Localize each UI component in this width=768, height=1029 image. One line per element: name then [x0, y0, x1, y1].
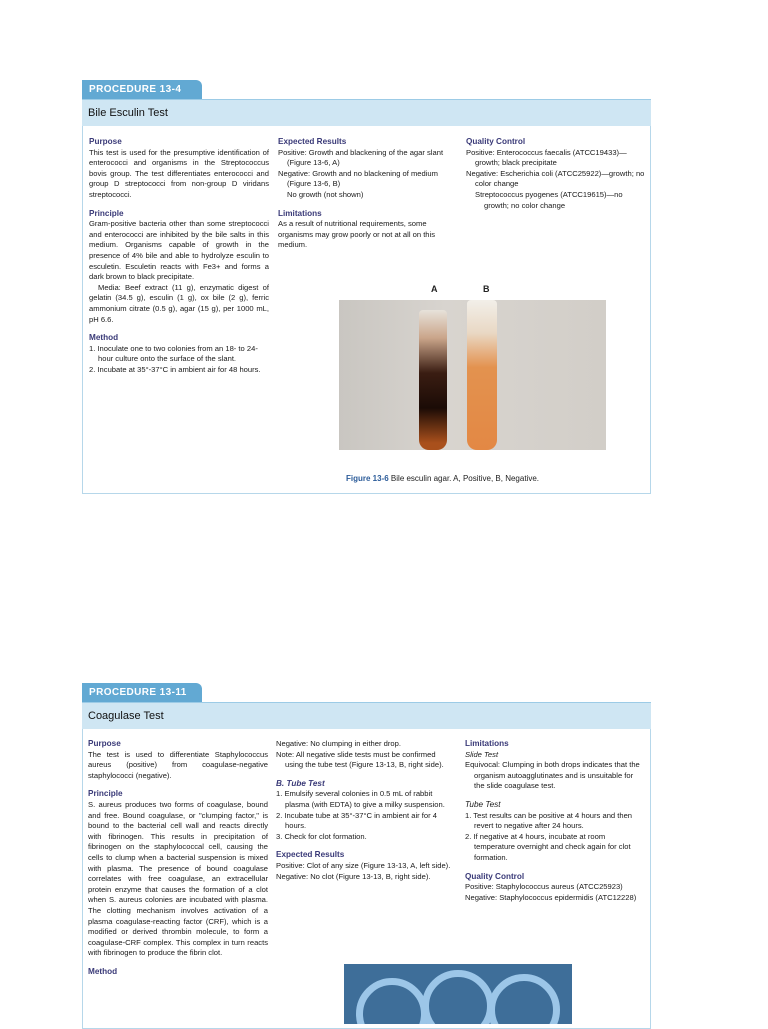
method-heading: Method: [89, 333, 119, 343]
method-step-2: 2. Incubate at 35°-37°C in ambient air for 48 hours.: [89, 364, 261, 374]
column-middle: [278, 137, 456, 251]
qc-negative: Negative: Staphylococcus epidermidis (ATC12228): [465, 892, 637, 902]
qc-positive: Positive: Staphylococcus aureus (ATCC25923): [465, 882, 623, 892]
qc-negative-1: Negative: Escherichia coli (ATCC25922)—growth; no color change: [466, 168, 645, 189]
column-left: [88, 739, 268, 977]
expected-heading: Expected Results: [276, 850, 345, 860]
principle-text: Gram-positive bacteria other than some streptococci and enterococci are inhibited by the bile salts in this medium. Organisms capable of growth in the presence of 4% bile and able to hydrolyze esculin to esculetin. Esculetin reacts with Fe3+ and forms a dark brown to black precipitate.: [89, 219, 269, 282]
qc-negative-2: Streptococcus pyogenes (ATCC19615)—no growth; no color change: [475, 189, 623, 210]
tube-step-2: 2. Incubate tube at 35°-37°C in ambient air for 4 hours.: [276, 810, 437, 831]
expected-negative: Negative: No clot (Figure 13-13, B, right side).: [276, 871, 431, 881]
column-right: [466, 137, 646, 211]
expected-positive: Positive: Clot of any size (Figure 13-13, A, left side).: [276, 860, 451, 870]
tube-step-3: 3. Check for clot formation.: [276, 831, 367, 841]
tube-step-1: 1. Emulsify several colonies in 0.5 mL of rabbit plasma (with EDTA) to give a milky suspension.: [276, 789, 445, 809]
limitations-text: As a result of nutritional requirements, some organisms may grow poorly or not at all on this medium.: [278, 219, 436, 250]
tube-test-heading: B. Tube Test: [276, 778, 325, 788]
purpose-heading: Purpose: [88, 739, 121, 748]
slide-test-text: Equivocal: Clumping in both drops indicates that the organism autoagglutinates and is unsuitable for the slide coagulase test.: [465, 760, 640, 791]
limitation-1: 1. Test results can be positive at 4 hours and then revert to negative after 24 hours.: [465, 810, 633, 831]
photo-label-b: B: [483, 284, 490, 294]
principle-heading: Principle: [89, 208, 124, 218]
expected-heading: Expected Results: [278, 137, 347, 146]
caption-figure-number: Figure 13-6: [346, 474, 389, 483]
method-step-1: 1. Inoculate one to two colonies from an 18- to 24-hour culture onto the surface of the slant.: [89, 343, 258, 364]
slide-negative: Negative: No clumping in either drop.: [276, 739, 401, 748]
tube-b: [467, 300, 497, 450]
expected-negative: Negative: Growth and no blackening of medium (Figure 13-6, B): [278, 168, 438, 189]
slide-test-heading: Slide Test: [465, 749, 499, 759]
note-text: Note: All negative slide tests must be confirmed using the tube test (Figure 13-13, B, right side).: [276, 749, 444, 770]
coagulase-photo: [344, 964, 572, 1024]
purpose-text: The test is used to differentiate Staphylococcus aureus (positive) from coagulase-negative staphylococci (negative).: [88, 749, 268, 780]
tube-test-limit-heading: Tube Test: [465, 799, 501, 809]
expected-positive: Positive: Growth and blackening of the agar slant (Figure 13-6, A): [278, 147, 444, 168]
limitations-heading: Limitations: [465, 739, 509, 748]
slide-ring: [356, 978, 428, 1024]
method-heading: Method: [88, 966, 118, 976]
procedure-title: Bile Esculin Test: [82, 99, 651, 126]
principle-heading: Principle: [88, 789, 123, 799]
purpose-text: This test is used for the presumptive identification of enterococci and organisms in the Streptococcus bovis group. The test differentiates enterococci and group D streptococci from non-group D viridans streptococci.: [89, 147, 269, 199]
procedure-title: Coagulase Test: [82, 702, 651, 729]
caption-text: Bile esculin agar. A, Positive, B, Negative.: [390, 474, 539, 483]
column-middle: [276, 739, 454, 882]
qc-positive: Positive: Enterococcus faecalis (ATCC19433)—growth; black precipitate: [466, 147, 627, 168]
procedure-tab: PROCEDURE 13-4: [82, 80, 202, 100]
column-right: [465, 739, 645, 903]
photo-label-a: A: [431, 284, 438, 294]
qc-heading: Quality Control: [465, 871, 525, 881]
figure-caption: [346, 474, 539, 483]
expected-no-growth: No growth (not shown): [287, 189, 364, 199]
limitation-2: 2. If negative at 4 hours, incubate at room temperature overnight and check again for clot formation.: [465, 831, 631, 862]
slide-ring: [488, 974, 560, 1024]
qc-heading: Quality Control: [466, 137, 526, 146]
limitations-heading: Limitations: [278, 208, 322, 218]
column-left: [89, 137, 269, 375]
principle-text: S. aureus produces two forms of coagulase, bound and free. Bound coagulase, or "clumping factor," is bound to the bacterial cell wall and reacts directly with fibrinogen. This results in precipitation of fibrinogen on the staphylococcal cell, causing the cells to clump when a bacterial suspension is mixed with plasma. The presence of bound coagulase correlates with free coagulase, an extracellular protein enzyme that causes the formation of a clot when S. aureus colonies are incubated with plasma. The clotting mechanism involves activation of a plasma coagulase-reacting factor (CRF), which is a modified or derived thrombin molecule, to form a coagulase-CRF complex. This complex in turn reacts with fibrinogen to produce the fibrin clot.: [88, 799, 268, 958]
bile-esculin-photo: [339, 300, 606, 450]
tube-a: [419, 310, 447, 450]
purpose-heading: Purpose: [89, 137, 122, 146]
media-text: Media: Beef extract (11 g), enzymatic digest of gelatin (34.5 g), esculin (1 g), ox bile (2 g), ferric ammonium citrate (0.5 g), agar (15 g), per 1000 mL, pH 6.6.: [89, 282, 269, 324]
procedure-tab: PROCEDURE 13-11: [82, 683, 202, 703]
slide-ring: [422, 970, 494, 1024]
